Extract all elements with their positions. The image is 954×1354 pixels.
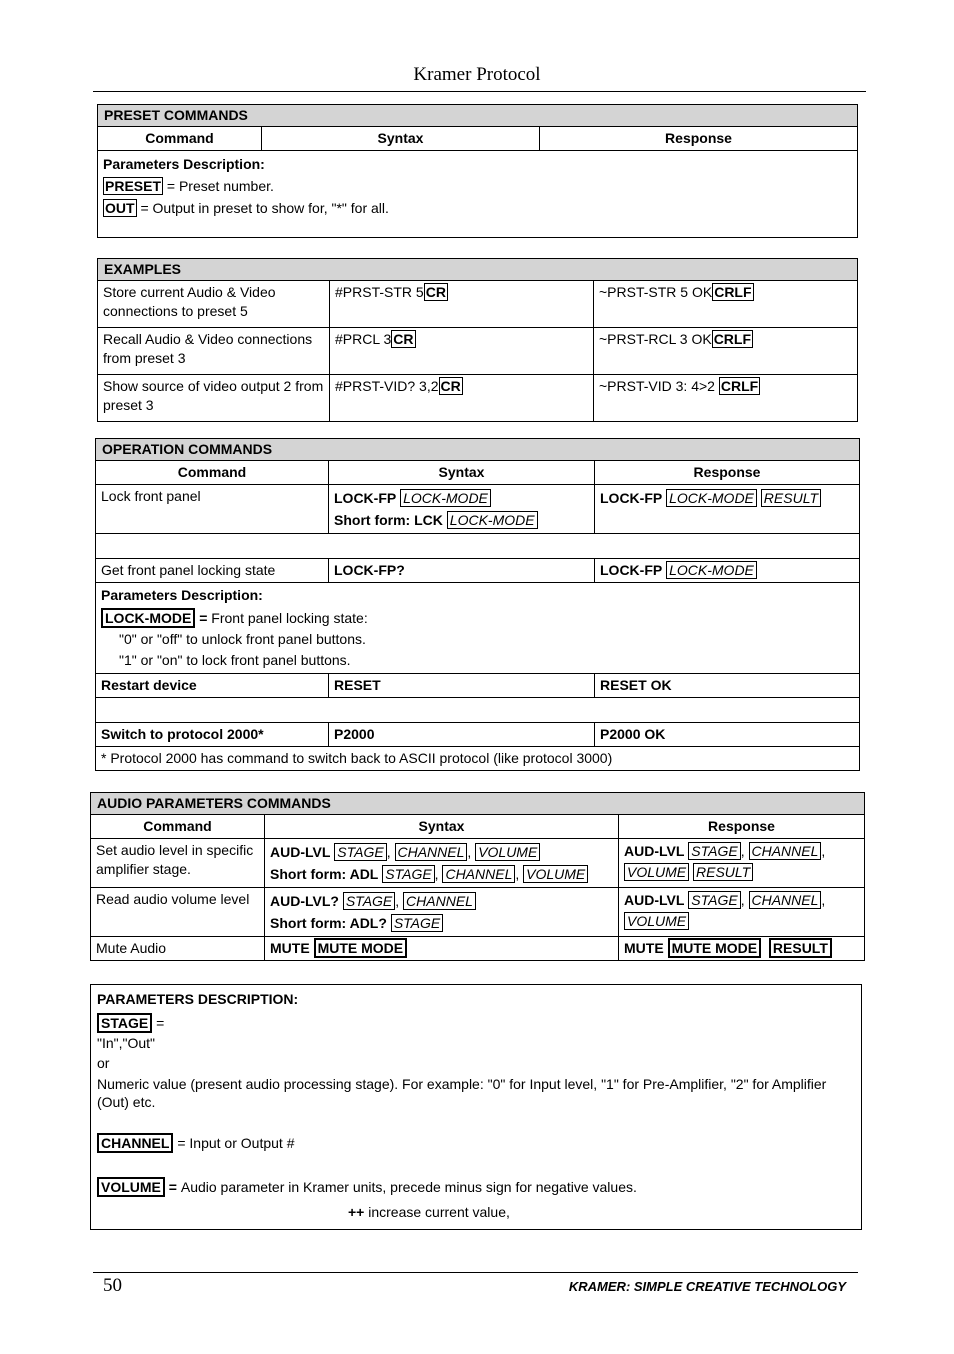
example-command: #PRCL 3 CR	[330, 328, 594, 375]
col-header-response: Response	[595, 461, 860, 485]
param-stage-box: STAGE	[97, 1013, 152, 1033]
col-header-command: Command	[98, 127, 262, 151]
restart-command: Restart device	[96, 674, 329, 698]
table-row	[91, 888, 865, 937]
param-result: RESULT	[693, 863, 753, 881]
example-command: #PRST-STR 5 CR	[330, 281, 594, 328]
lock-parameters-description: Parameters Description: LOCK-MODE = Front panel locking state: "0" or "off" to unlock front panel buttons. "1" or "on" to lock front panel buttons.	[96, 583, 860, 674]
preset-commands-table	[97, 104, 858, 238]
param-channel: CHANNEL	[395, 843, 468, 861]
spacer-row	[96, 698, 860, 723]
table-row	[96, 485, 860, 534]
increment-symbol: ++	[348, 1204, 365, 1220]
param-preset: PRESET	[105, 178, 162, 194]
params-title: Parameters Description:	[101, 587, 263, 603]
restart-syntax: RESET	[329, 674, 595, 698]
param-out: OUT	[105, 200, 135, 216]
param-channel: CHANNEL	[403, 892, 476, 910]
audio-parameters-table	[90, 792, 865, 961]
param-preset-desc: = Preset number.	[163, 178, 274, 194]
stage-line: Numeric value (present audio processing stage). For example: "0" for Input level, "1" for Pre-Amplifier, "2" for Amplifier (Out) etc.	[97, 1076, 827, 1110]
table-row	[96, 723, 860, 747]
param-stage: STAGE	[382, 865, 434, 883]
param-volume: VOLUME	[624, 912, 689, 930]
example-response: ~PRST-STR 5 OK CRLF	[594, 281, 858, 328]
page-header: Kramer Protocol	[413, 64, 541, 85]
set-audio-command: Set audio level in specific amplifier stage.	[91, 839, 265, 888]
protocol-note: * Protocol 2000 has command to switch back to ASCII protocol (like protocol 3000)	[96, 747, 860, 771]
operation-commands-table	[95, 438, 860, 771]
example-response: ~PRST-RCL 3 OK CRLF	[594, 328, 858, 375]
page-number: 50	[103, 1275, 122, 1296]
stage-line: or	[97, 1055, 110, 1071]
param-volume: VOLUME	[475, 843, 540, 861]
p2000-response: P2000 OK	[595, 723, 860, 747]
lock-mode-option: "0" or "off" to unlock front panel buttons.	[119, 631, 366, 647]
table-row	[91, 839, 865, 888]
spacer-row	[96, 534, 860, 559]
section-title: AUDIO PARAMETERS COMMANDS	[91, 793, 865, 815]
table-row	[98, 375, 858, 422]
table-row	[91, 937, 865, 961]
param-channel: CHANNEL	[749, 891, 822, 909]
example-command: #PRST-VID? 3,2 CR	[330, 375, 594, 422]
lock-syntax: LOCK-FP LOCK-MODE Short form: LCK LOCK-MODE	[329, 485, 595, 534]
col-header-response: Response	[619, 815, 865, 839]
param-mute-mode: MUTE MODE	[314, 938, 408, 958]
param-lock-mode: LOCK-MODE	[447, 511, 538, 529]
crlf-marker: CRLF	[720, 378, 759, 394]
p2000-syntax: P2000	[329, 723, 595, 747]
param-channel: CHANNEL	[749, 842, 822, 860]
table-row	[96, 674, 860, 698]
param-result: RESULT	[769, 938, 832, 958]
lock-command: Lock front panel	[96, 485, 329, 534]
param-result: RESULT	[761, 489, 821, 507]
table-row	[98, 281, 858, 328]
param-stage: STAGE	[334, 843, 386, 861]
param-channel-box: CHANNEL	[97, 1133, 173, 1153]
get-lock-syntax: LOCK-FP?	[329, 559, 595, 583]
read-audio-response: AUD-LVL STAGE , CHANNEL , VOLUME	[619, 888, 865, 937]
mute-audio-command: Mute Audio	[91, 937, 265, 961]
param-volume-box: VOLUME	[97, 1177, 165, 1197]
parameters-description	[98, 151, 858, 238]
cr-marker: CR	[425, 284, 446, 300]
get-lock-response: LOCK-FP LOCK-MODE	[595, 559, 860, 583]
stage-line: "In","Out"	[97, 1035, 156, 1051]
crlf-marker: CRLF	[713, 331, 752, 347]
example-desc: Show source of video output 2 from preset 3	[98, 375, 330, 422]
param-stage: STAGE	[688, 891, 740, 909]
header-rule	[93, 91, 866, 92]
param-volume: VOLUME	[523, 865, 588, 883]
section-title: OPERATION COMMANDS	[96, 439, 860, 461]
cr-marker: CR	[393, 331, 414, 347]
example-desc: Store current Audio & Video connections to preset 5	[98, 281, 330, 328]
params-title: PARAMETERS DESCRIPTION:	[97, 991, 299, 1007]
example-response: ~PRST-VID 3: 4>2 CRLF	[594, 375, 858, 422]
col-header-command: Command	[96, 461, 329, 485]
param-out-desc: = Output in preset to show for, "*" for all.	[136, 200, 389, 216]
param-channel: CHANNEL	[442, 865, 515, 883]
param-lock-mode: LOCK-MODE	[666, 561, 757, 579]
param-lock-mode: LOCK-MODE	[666, 489, 757, 507]
section-title: EXAMPLES	[98, 259, 858, 281]
param-stage: STAGE	[391, 914, 443, 932]
crlf-marker: CRLF	[714, 284, 752, 300]
examples-table	[97, 258, 858, 422]
p2000-command: Switch to protocol 2000*	[96, 723, 329, 747]
set-audio-syntax: AUD-LVL STAGE , CHANNEL , VOLUME Short form: ADL STAGE , CHANNEL , VOLUME	[265, 839, 619, 888]
col-header-syntax: Syntax	[265, 815, 619, 839]
footer-rule	[93, 1272, 858, 1273]
table-row	[98, 328, 858, 375]
param-stage: STAGE	[343, 892, 395, 910]
mute-audio-response: MUTE MUTE MODE RESULT	[619, 937, 865, 961]
lock-mode-option: "1" or "on" to lock front panel buttons.	[119, 652, 351, 668]
param-stage: STAGE	[688, 842, 740, 860]
param-mute-mode: MUTE MODE	[668, 938, 762, 958]
col-header-command: Command	[91, 815, 265, 839]
set-audio-response: AUD-LVL STAGE , CHANNEL , VOLUME RESULT	[619, 839, 865, 888]
lock-response: LOCK-FP LOCK-MODE RESULT	[595, 485, 860, 534]
section-title: PRESET COMMANDS	[98, 105, 858, 127]
read-audio-syntax: AUD-LVL? STAGE , CHANNEL Short form: ADL? STAGE	[265, 888, 619, 937]
col-header-syntax: Syntax	[329, 461, 595, 485]
read-audio-command: Read audio volume level	[91, 888, 265, 937]
params-title: Parameters Description:	[103, 156, 265, 172]
col-header-response: Response	[540, 127, 858, 151]
get-lock-command: Get front panel locking state	[96, 559, 329, 583]
cr-marker: CR	[440, 378, 461, 394]
footer-text: KRAMER: SIMPLE CREATIVE TECHNOLOGY	[568, 1279, 846, 1294]
mute-audio-syntax: MUTE MUTE MODE	[265, 937, 619, 961]
example-desc: Recall Audio & Video connections from preset 3	[98, 328, 330, 375]
parameters-description-box: PARAMETERS DESCRIPTION: STAGE = "In","Out" or Numeric value (present audio processing stage). For example: "0" for Input level, "1" for Pre-Amplifier, "2" for Amplifier (Out) etc. CHANNEL = Input or Output # VOLUME = Audio parameter in Kramer units, precede minus sign for negative values. ++ increase current value,	[90, 984, 862, 1230]
col-header-syntax: Syntax	[262, 127, 540, 151]
param-lock-mode: LOCK-MODE	[400, 489, 491, 507]
param-lock-mode-box: LOCK-MODE	[101, 608, 195, 628]
restart-response: RESET OK	[595, 674, 860, 698]
param-volume: VOLUME	[624, 863, 689, 881]
table-row	[96, 559, 860, 583]
